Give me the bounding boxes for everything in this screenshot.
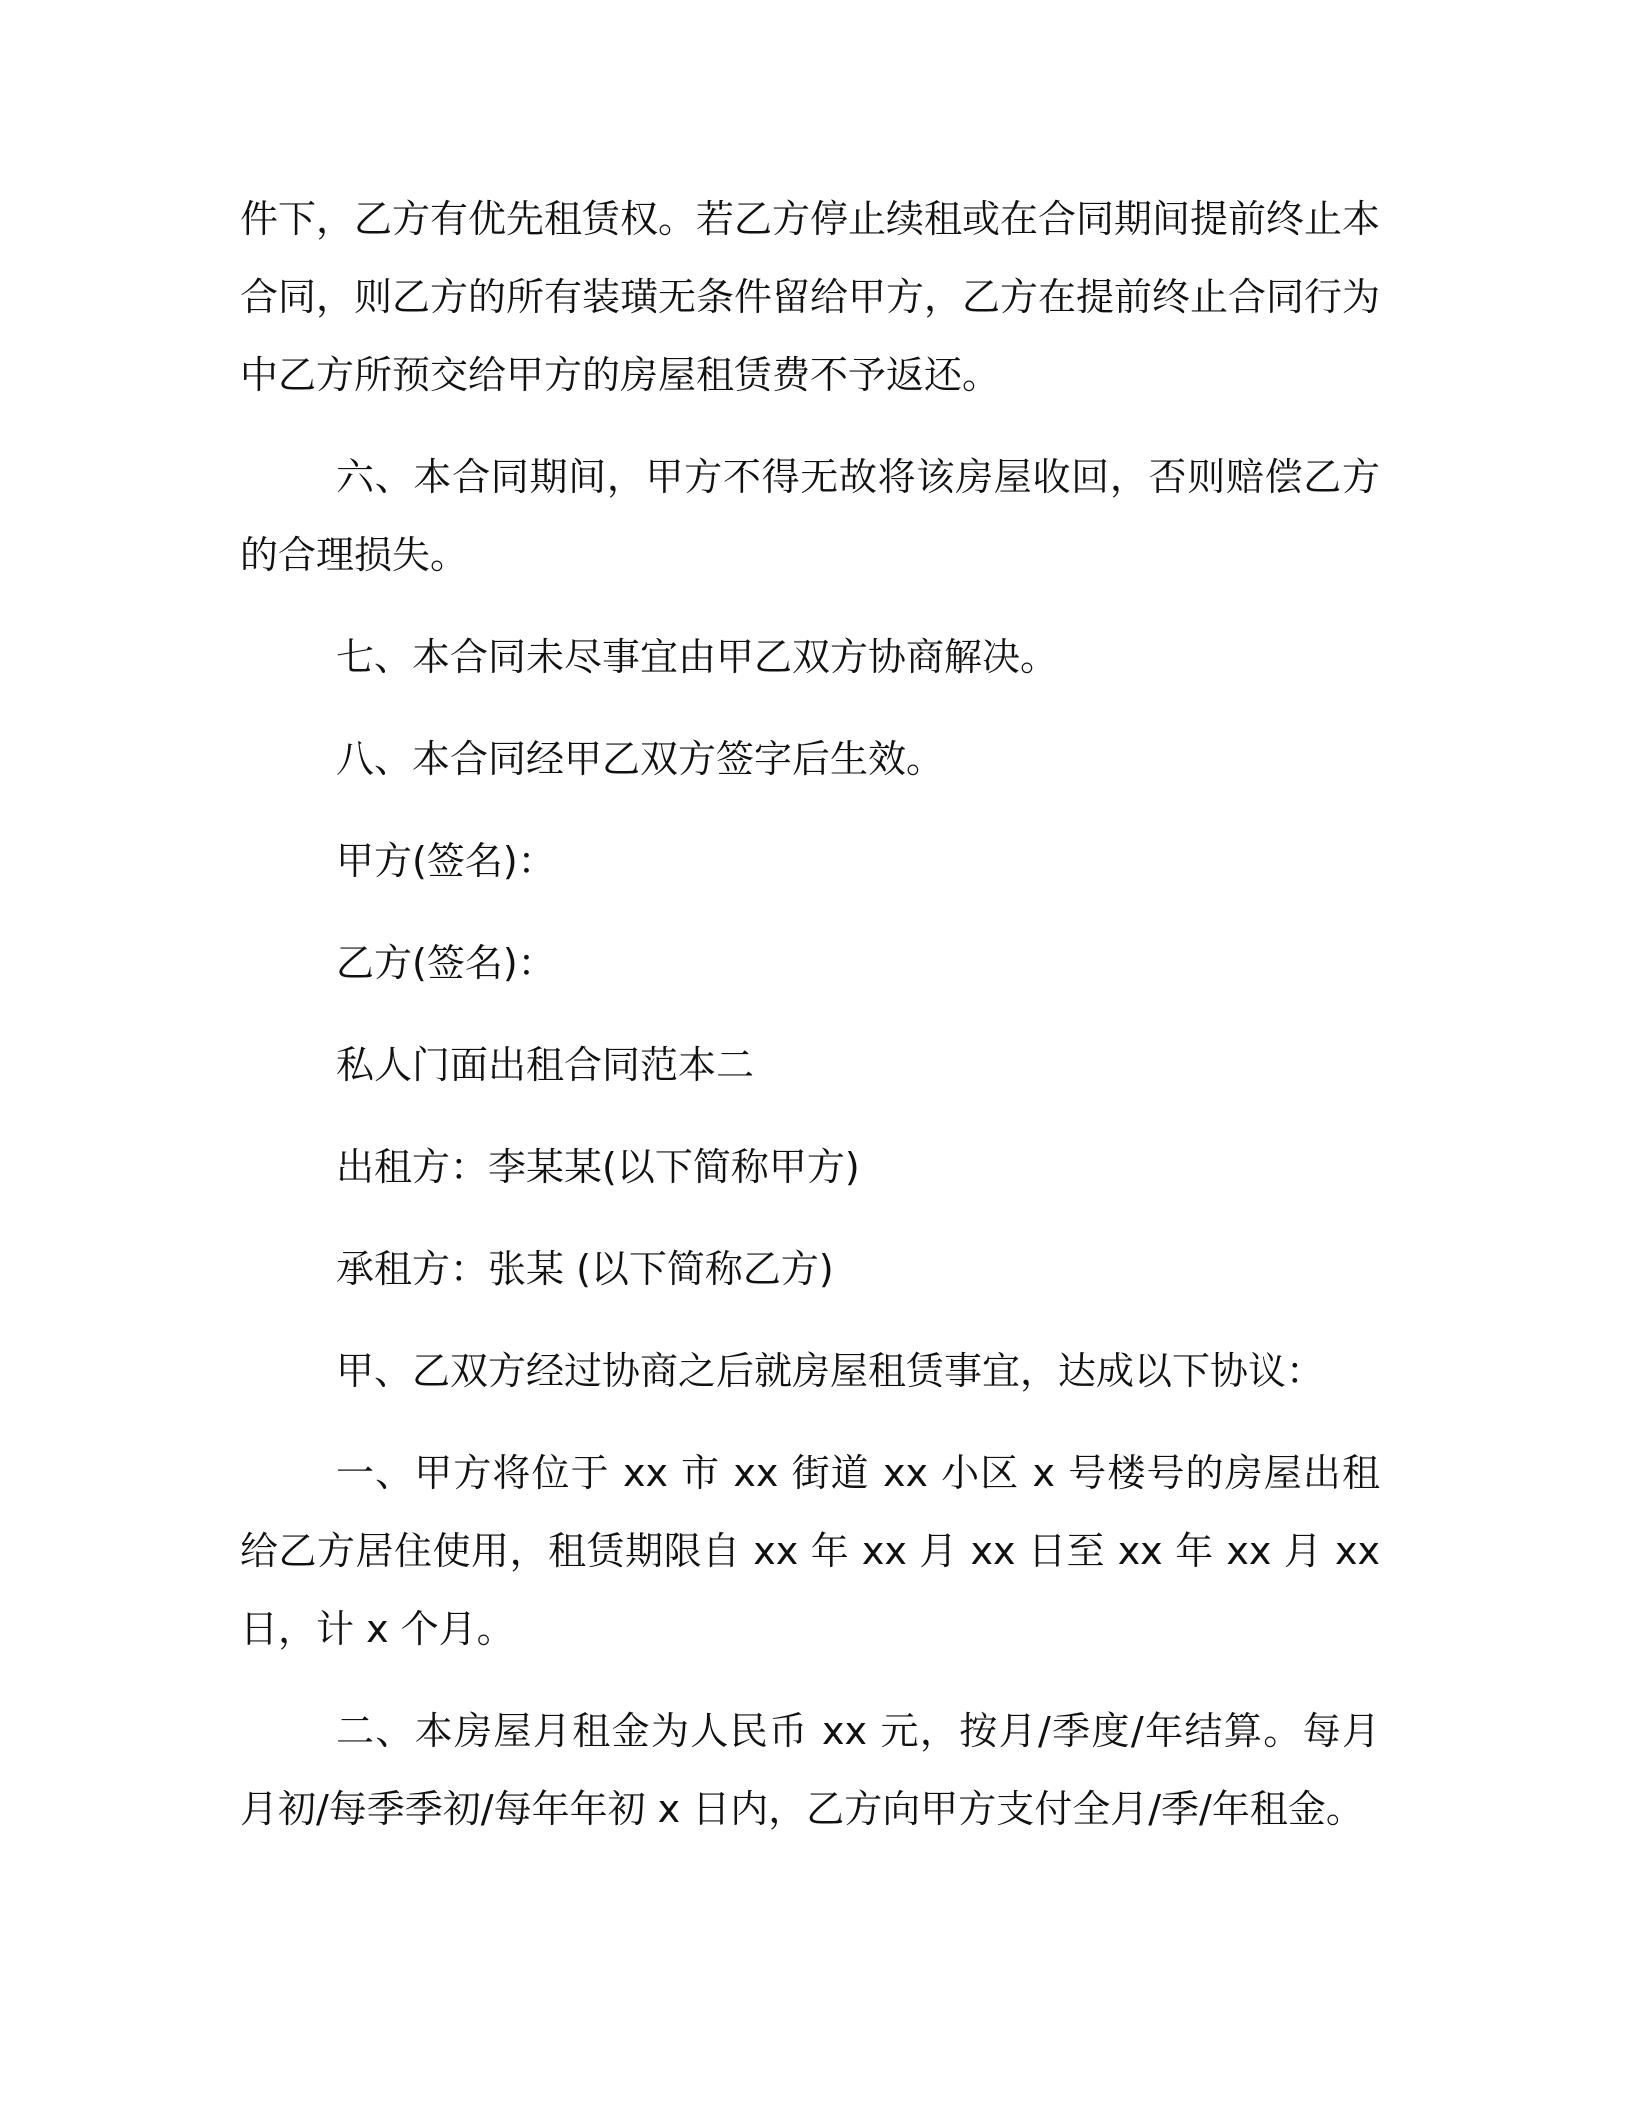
- party-a-signature: 甲方(签名)：: [336, 839, 556, 883]
- document-page: [240, 180, 1380, 1872]
- clause-six: 六、本合同期间，甲方不得无故将该房屋收回，否则赔偿乙方的合理损失。: [240, 455, 1380, 577]
- paragraph-continuation: 件下，乙方有优先租赁权。若乙方停止续租或在合同期间提前终止本合同，则乙方的所有装璜无条件留给甲方，乙方在提前终止合同行为中乙方所预交给甲方的房屋租赁费不予返还。: [240, 197, 1381, 397]
- clause-one: 一、甲方将位于 xx 市 xx 街道 xx 小区 x 号楼号的房屋出租给乙方居住使用，租赁期限自 xx 年 xx 月 xx 日至 xx 年 xx 月 xx 日，计 x 个月。: [240, 1451, 1380, 1651]
- template-two-title: 私人门面出租合同范本二: [336, 1043, 755, 1087]
- clause-seven: 七、本合同未尽事宜由甲乙双方协商解决。: [336, 635, 1059, 679]
- lessor-line: 出租方：李某某(以下简称甲方): [336, 1145, 860, 1189]
- party-b-signature: 乙方(签名)：: [336, 941, 556, 985]
- lessee-line: 承租方：张某 (以下简称乙方): [336, 1247, 834, 1291]
- clause-two: 二、本房屋月租金为人民币 xx 元，按月/季度/年结算。每月月初/每季季初/每年年初 x 日内，乙方向甲方支付全月/季/年租金。: [240, 1709, 1380, 1831]
- clause-eight: 八、本合同经甲乙双方签字后生效。: [336, 737, 945, 781]
- agreement-intro: 甲、乙双方经过协商之后就房屋租赁事宜，达成以下协议：: [336, 1349, 1325, 1393]
